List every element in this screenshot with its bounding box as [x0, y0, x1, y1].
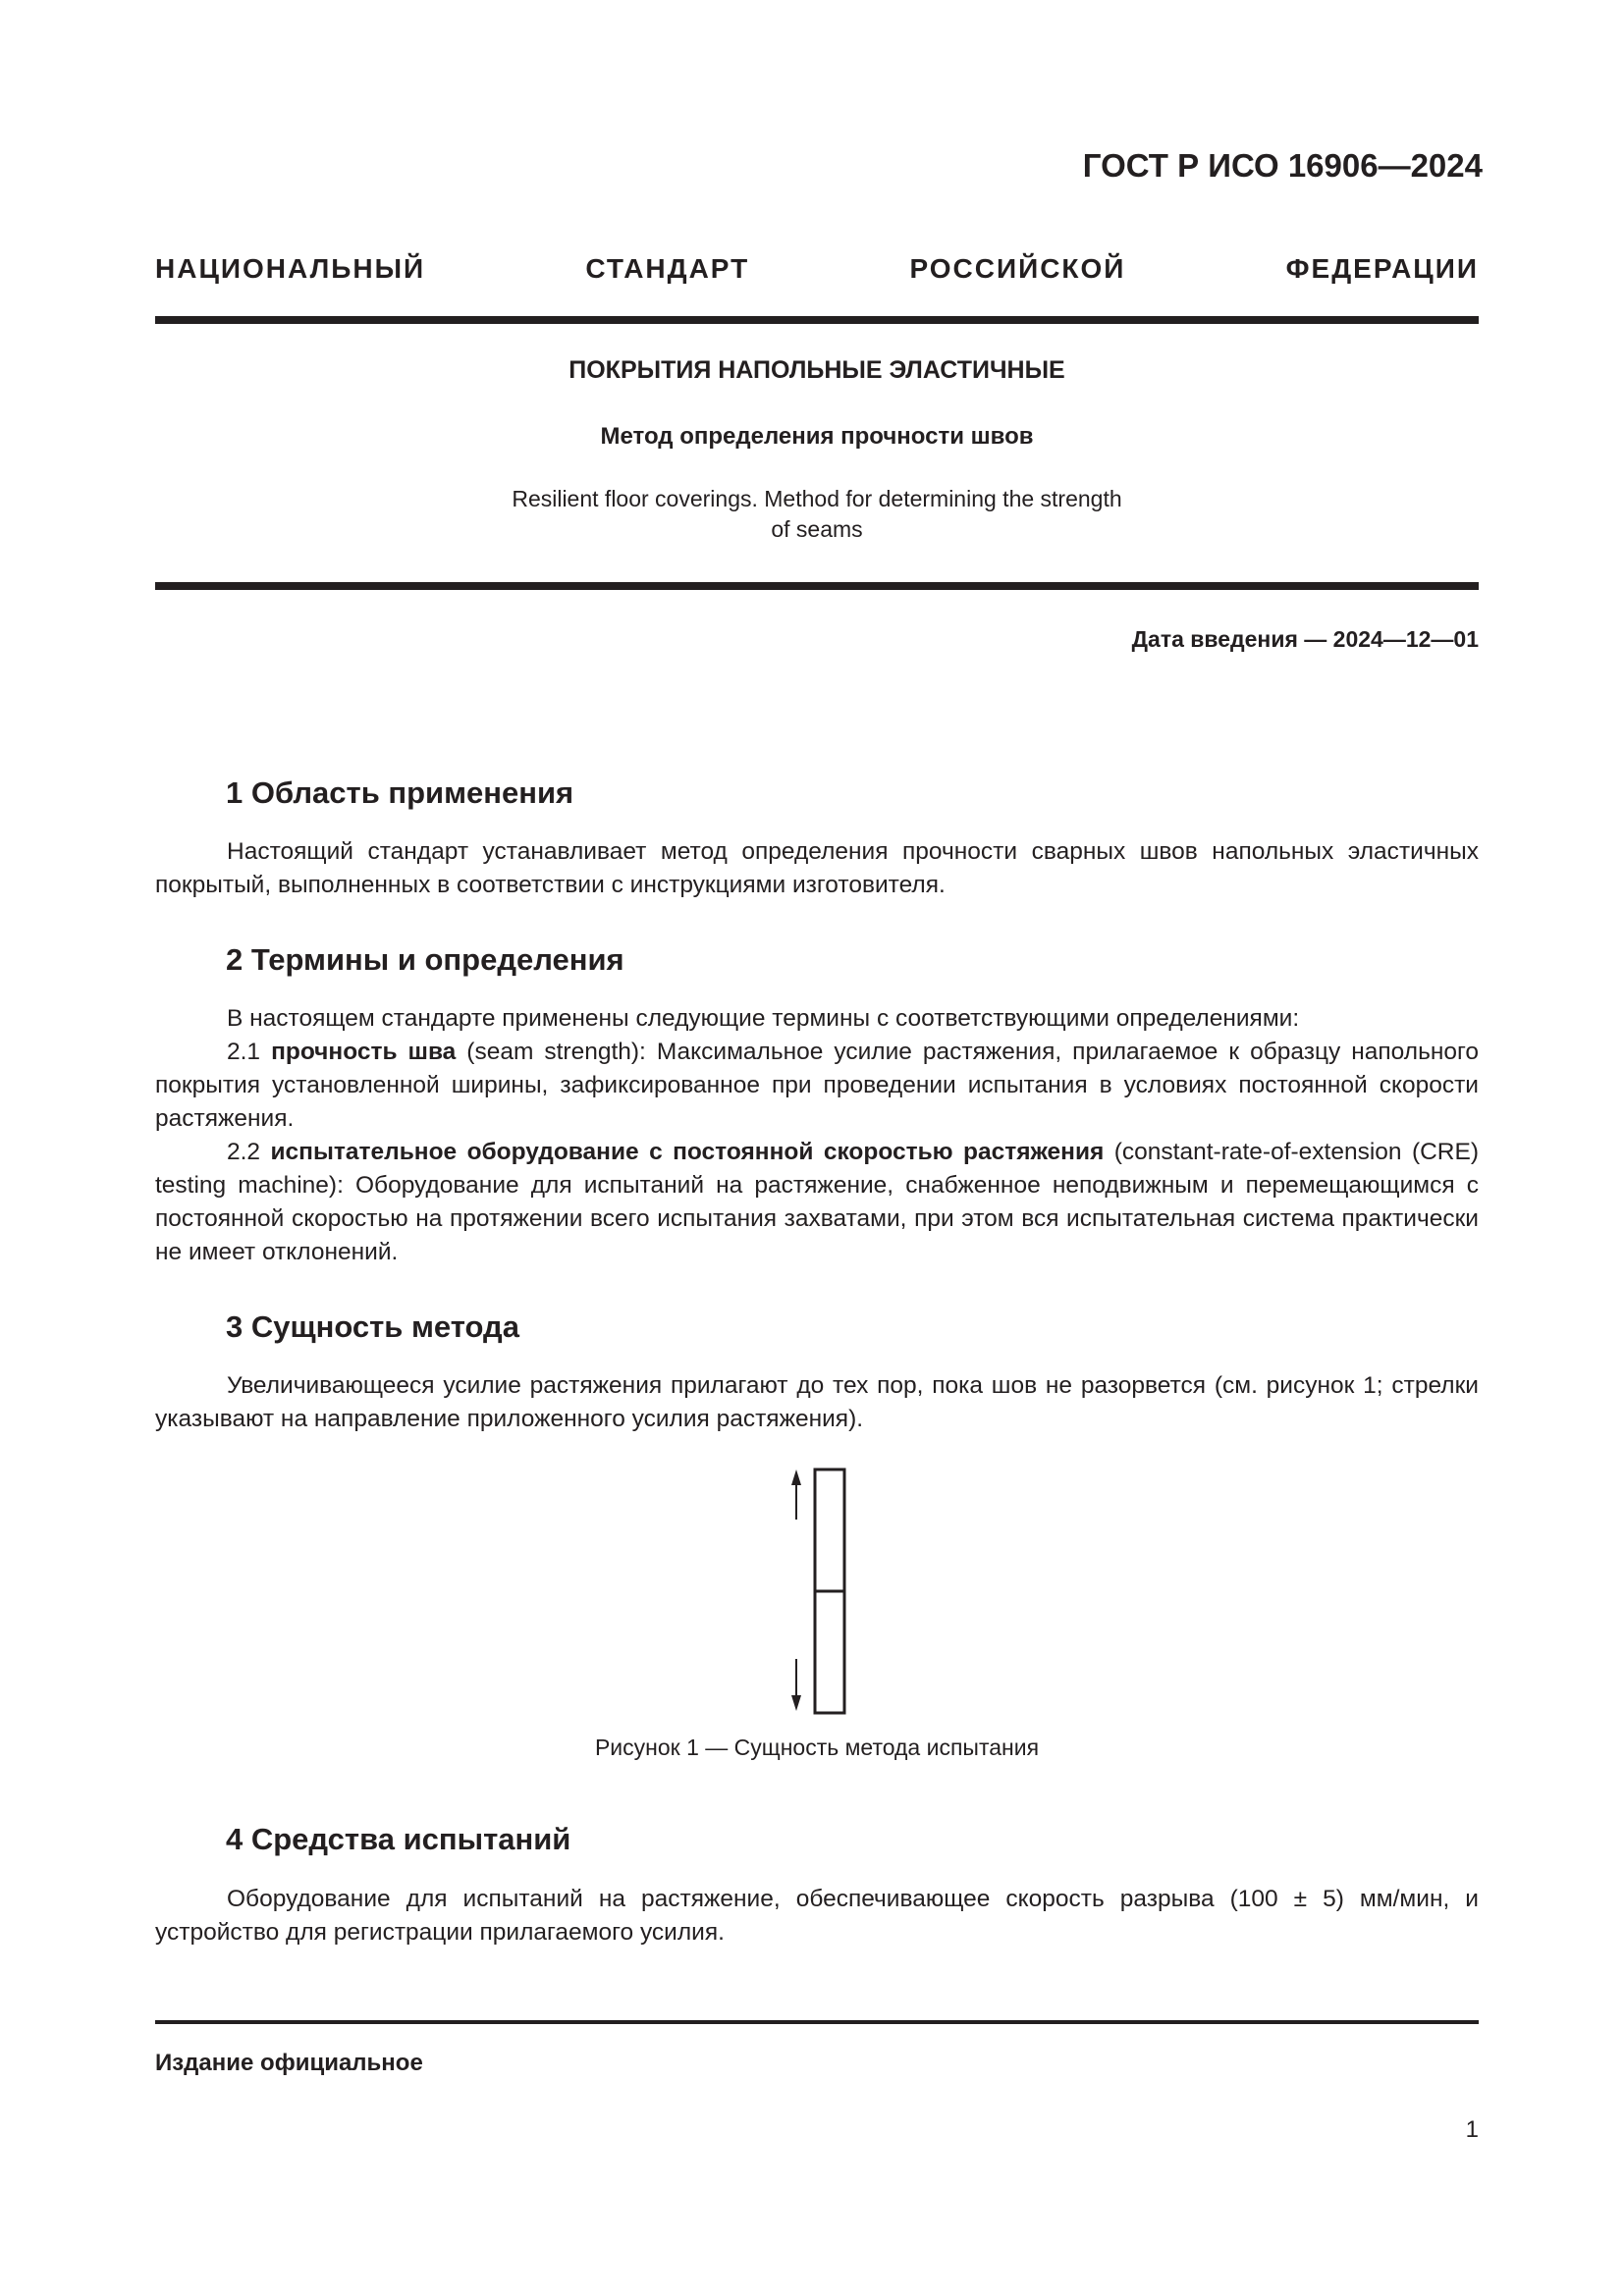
title-divider — [155, 582, 1479, 590]
introduction-date: Дата введения — 2024—12—01 — [1131, 626, 1479, 652]
section-4-body — [155, 1883, 1479, 1949]
term-name: испытательное оборудование с постоянной скоростью растяжения — [270, 1139, 1105, 1165]
document-subtitle: Метод определения прочности швов — [600, 423, 1034, 450]
section-1-body — [155, 835, 1479, 902]
term-definition: (constant-rate-of-extension (CRE) testing machine): Оборудование для испытаний на растяжение, снабженное неподвижным и перемещающимся с постоянной скоростью на протяжении всего испытания захватами, при этом вся испытательная система практически не имеет отклонений. — [155, 1139, 1479, 1265]
term-2-2 — [155, 1136, 1479, 1269]
arrow-down-icon — [791, 1695, 801, 1711]
section-2-heading: 2 Термины и определения — [226, 942, 624, 977]
section-1-text: Настоящий стандарт устанавливает метод определения прочности сварных швов напольных эластичных покрытый, выполненных в соответствии с инструкциями изготовителя. — [155, 838, 1479, 898]
term-number: 2.1 — [227, 1039, 272, 1065]
arrow-up-icon — [791, 1469, 801, 1485]
english-title-line-2: of seams — [771, 516, 863, 542]
section-3-text: Увеличивающееся усилие растяжения прилагают до тех пор, пока шов не разорвется (см. рисунок 1; стрелки указывают на направление приложенного усилия растяжения). — [155, 1372, 1479, 1432]
section-2-body — [155, 1002, 1479, 1269]
section-3-heading: 3 Сущность метода — [226, 1309, 519, 1344]
page-number: 1 — [1465, 2116, 1479, 2143]
document-code: ГОСТ Р ИСО 16906—2024 — [1082, 147, 1483, 184]
footer-divider — [155, 2020, 1479, 2024]
section-4-heading: 4 Средства испытаний — [226, 1822, 571, 1856]
term-definition: (seam strength): Максимальное усилие растяжения, прилагаемое к образцу напольного покрытия установленной ширины, зафиксированное при проведении испытания в условиях постоянной скорости растяжения. — [155, 1039, 1480, 1132]
section-3-body — [155, 1369, 1479, 1436]
term-number: 2.2 — [227, 1139, 271, 1165]
section-2-intro: В настоящем стандарте применены следующие термины с соответствующими определениями: — [227, 1005, 1300, 1032]
english-title — [155, 484, 1479, 545]
term-name: прочность шва — [271, 1039, 457, 1065]
national-standard-header: НАЦИОНАЛЬНЫЙ СТАНДАРТ РОССИЙСКОЙ ФЕДЕРАЦИИ — [155, 253, 1479, 284]
section-4-text: Оборудование для испытаний на растяжение, обеспечивающее скорость разрыва (100 ± 5) мм/мин, и устройство для регистрации прилагаемого усилия. — [155, 1886, 1479, 1946]
header-divider — [155, 316, 1479, 324]
document-title: ПОКРЫТИЯ НАПОЛЬНЫЕ ЭЛАСТИЧНЫЕ — [568, 356, 1065, 384]
seam-test-figure — [781, 1458, 849, 1728]
official-edition-label: Издание официальное — [155, 2050, 423, 2076]
term-2-1 — [155, 1036, 1479, 1136]
section-1-heading: 1 Область применения — [226, 775, 574, 810]
english-title-line-1: Resilient floor coverings. Method for determining the strength — [512, 486, 1122, 511]
figure-caption: Рисунок 1 — Сущность метода испытания — [594, 1735, 1040, 1760]
